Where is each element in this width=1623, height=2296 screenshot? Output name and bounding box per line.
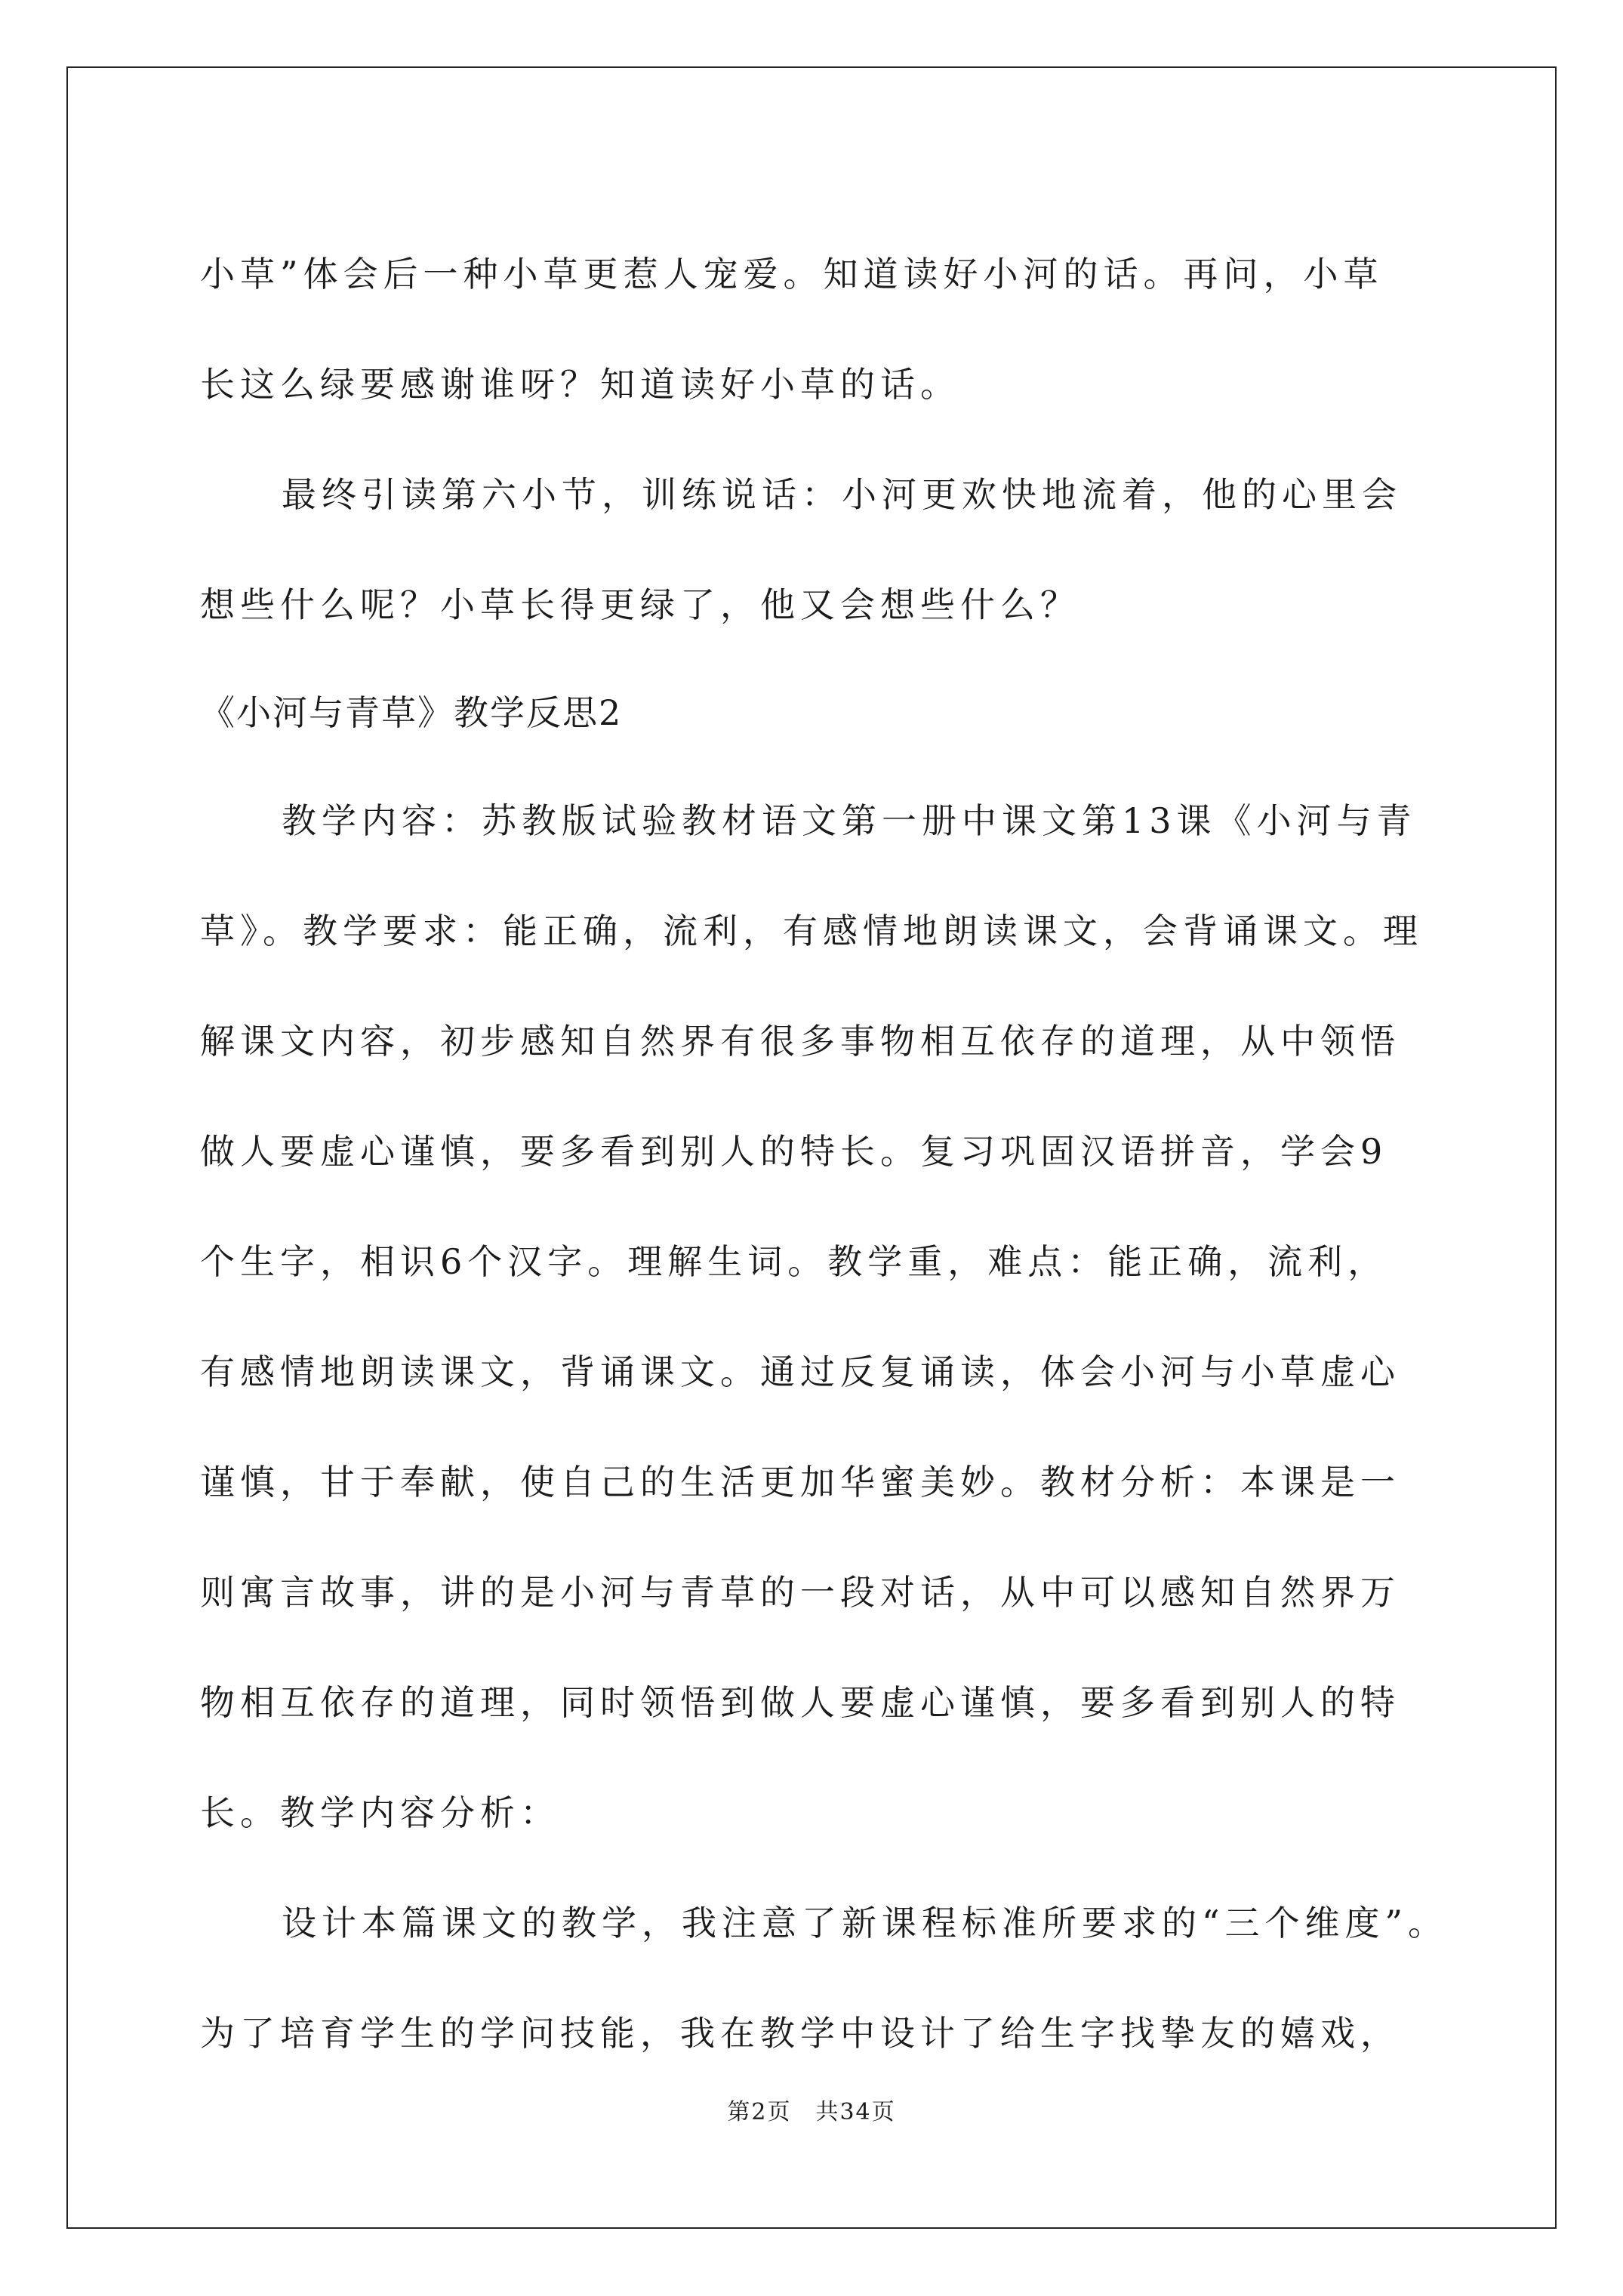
page-number-total: 共34页 [815,2099,896,2125]
body-line: 长。教学内容分析： [200,1792,560,1833]
body-line: 则寓言故事，讲的是小河与青草的一段对话，从中可以感知自然界万 [200,1572,1400,1613]
body-line: 有感情地朗读课文，背诵课文。通过反复诵读，体会小河与小草虚心 [200,1351,1400,1392]
paragraph-start-line: 教学内容：苏教版试验教材语文第一册中课文第13课《小河与青 [282,800,1417,841]
body-line: 想些什么呢？小草长得更绿了，他又会想些什么？ [200,584,1080,625]
page-footer [0,2093,1623,2126]
page-number-current: 第2页 [727,2099,792,2125]
body-line: 谨慎，甘于奉献，使自己的生活更加华蜜美妙。教材分析：本课是一 [200,1462,1400,1502]
body-line: 为了培育学生的学问技能，我在教学中设计了给生字找挚友的嬉戏， [200,2013,1400,2054]
document-body [200,219,1468,2088]
body-line: 个生字，相识6个汉字。理解生词。教学重，难点：能正确，流利， [200,1241,1388,1282]
body-line: 做人要虚心谨慎，要多看到别人的特长。复习巩固汉语拼音，学会9 [200,1131,1388,1172]
section-heading: 《小河与青草》教学反思2 [200,692,623,733]
paragraph-start-line: 设计本篇课文的教学，我注意了新课程标准所要求的“三个维度”。 [282,1903,1449,1943]
body-line: 物相互依存的道理，同时领悟到做人要虚心谨慎，要多看到别人的特 [200,1682,1400,1723]
paragraph-start-line: 最终引读第六小节，训练说话：小河更欢快地流着，他的心里会 [282,474,1402,515]
body-line: 草》。教学要求：能正确，流利，有感情地朗读课文，会背诵课文。理 [200,911,1423,951]
body-line: 解课文内容，初步感知自然界有很多事物相互依存的道理，从中领悟 [200,1021,1400,1062]
body-line: 小草”体会后一种小草更惹人宠爱。知道读好小河的话。再问，小草 [200,254,1384,294]
body-line: 长这么绿要感谢谁呀？知道读好小草的话。 [200,364,960,405]
